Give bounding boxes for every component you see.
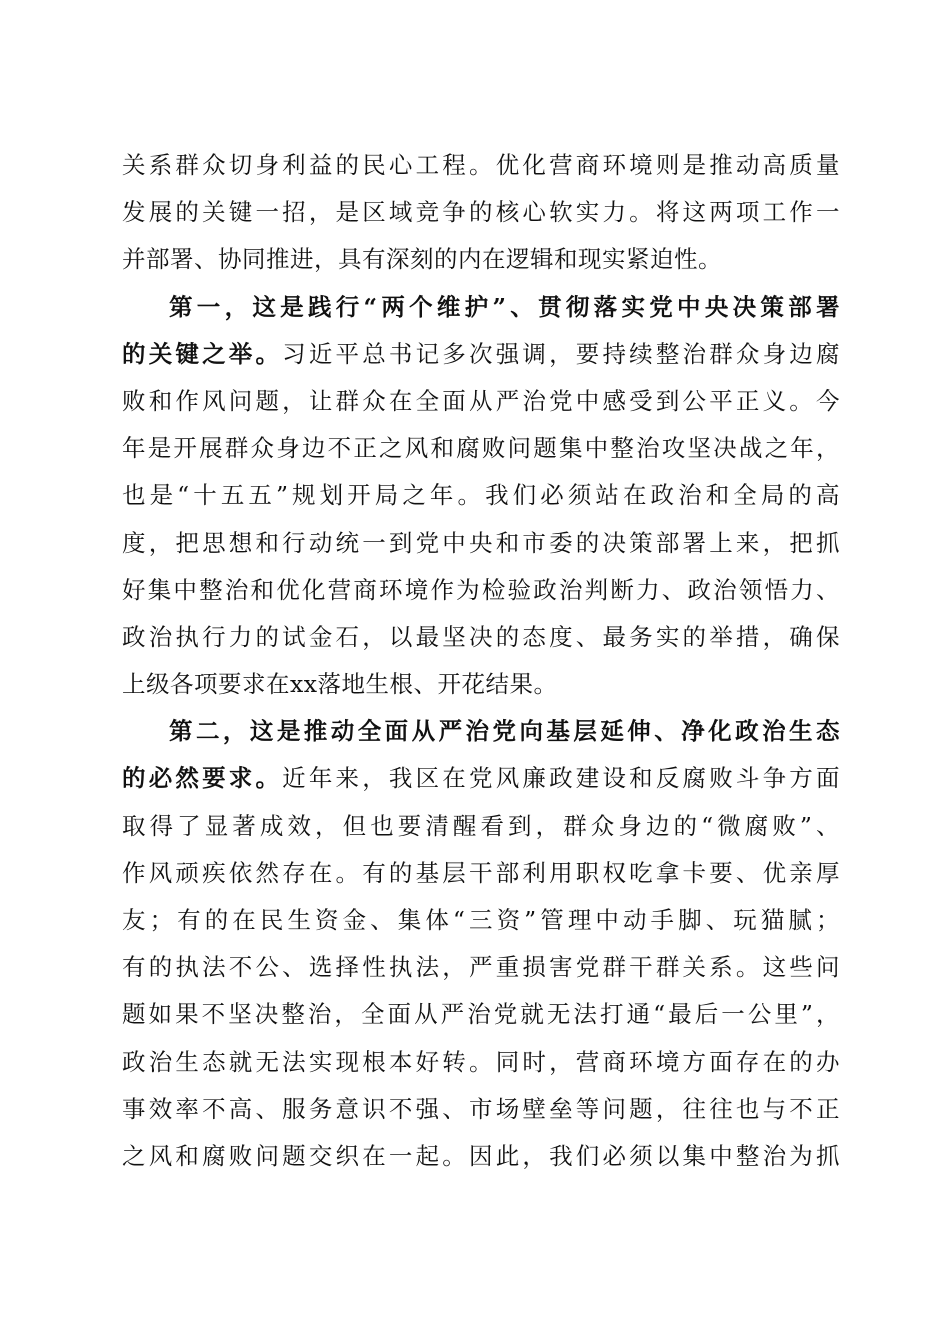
text-line: 发展的关键一招，是区域竞争的核心软实力。将这两项工作一 bbox=[122, 198, 840, 227]
section-heading-end: 的关键之举。 bbox=[122, 339, 283, 368]
section-heading-end: 的必然要求。 bbox=[122, 764, 283, 793]
text-line: 有的执法不公、选择性执法，严重损害党群干群关系。这些问 bbox=[122, 953, 840, 982]
document-body bbox=[122, 142, 840, 1180]
section-heading: 第一，这是践行“两个维护”、贯彻落实党中央决策部署 bbox=[169, 292, 840, 321]
section-heading: 第二，这是推动全面从严治党向基层延伸、净化政治生态 bbox=[169, 717, 840, 746]
text-span: 近年来，我区在党风廉政建设和反腐败斗争方面 bbox=[282, 764, 841, 793]
text-line: 之风和腐败问题交织在一起。因此，我们必须以集中整治为抓 bbox=[122, 1141, 840, 1170]
paragraph-second-point bbox=[122, 708, 840, 1180]
text-line: 事效率不高、服务意识不强、市场壁垒等问题，往往也与不正 bbox=[122, 1094, 840, 1123]
text-line: 也是“十五五”规划开局之年。我们必须站在政治和全局的高 bbox=[122, 481, 840, 510]
text-line: 作风顽疾依然存在。有的基层干部利用职权吃拿卡要、优亲厚 bbox=[122, 858, 840, 887]
text-line bbox=[122, 331, 840, 378]
text-line: 年是开展群众身边不正之风和腐败问题集中整治攻坚决战之年， bbox=[122, 434, 840, 463]
paragraph-first-point bbox=[122, 284, 840, 709]
text-line: 政治执行力的试金石，以最坚决的态度、最务实的举措，确保 bbox=[122, 622, 840, 651]
text-line: 度，把思想和行动统一到党中央和市委的决策部署上来，把抓 bbox=[122, 528, 840, 557]
text-line: 关系群众切身利益的民心工程。优化营商环境则是推动高质量 bbox=[122, 151, 840, 179]
text-line: 题如果不坚决整治，全面从严治党就无法打通“最后一公里”， bbox=[122, 1000, 840, 1029]
text-line bbox=[122, 755, 840, 802]
paragraph-continuation bbox=[122, 142, 840, 284]
text-line: 政治生态就无法实现根本好转。同时，营商环境方面存在的办 bbox=[122, 1047, 840, 1076]
text-span: 习近平总书记多次强调，要持续整治群众身边腐 bbox=[282, 339, 841, 368]
text-line: 并部署、协同推进，具有深刻的内在逻辑和现实紧迫性。 bbox=[122, 245, 722, 274]
text-line: 友；有的在民生资金、集体“三资”管理中动手脚、玩猫腻； bbox=[122, 906, 840, 934]
text-line: 败和作风问题，让群众在全面从严治党中感受到公平正义。今 bbox=[122, 386, 840, 415]
text-line: 取得了显著成效，但也要清醒看到，群众身边的“微腐败”、 bbox=[122, 811, 840, 840]
text-line: 好集中整治和优化营商环境作为检验政治判断力、政治领悟力、 bbox=[122, 575, 840, 604]
text-line: 上级各项要求在xx落地生根、开花结果。 bbox=[122, 670, 558, 699]
